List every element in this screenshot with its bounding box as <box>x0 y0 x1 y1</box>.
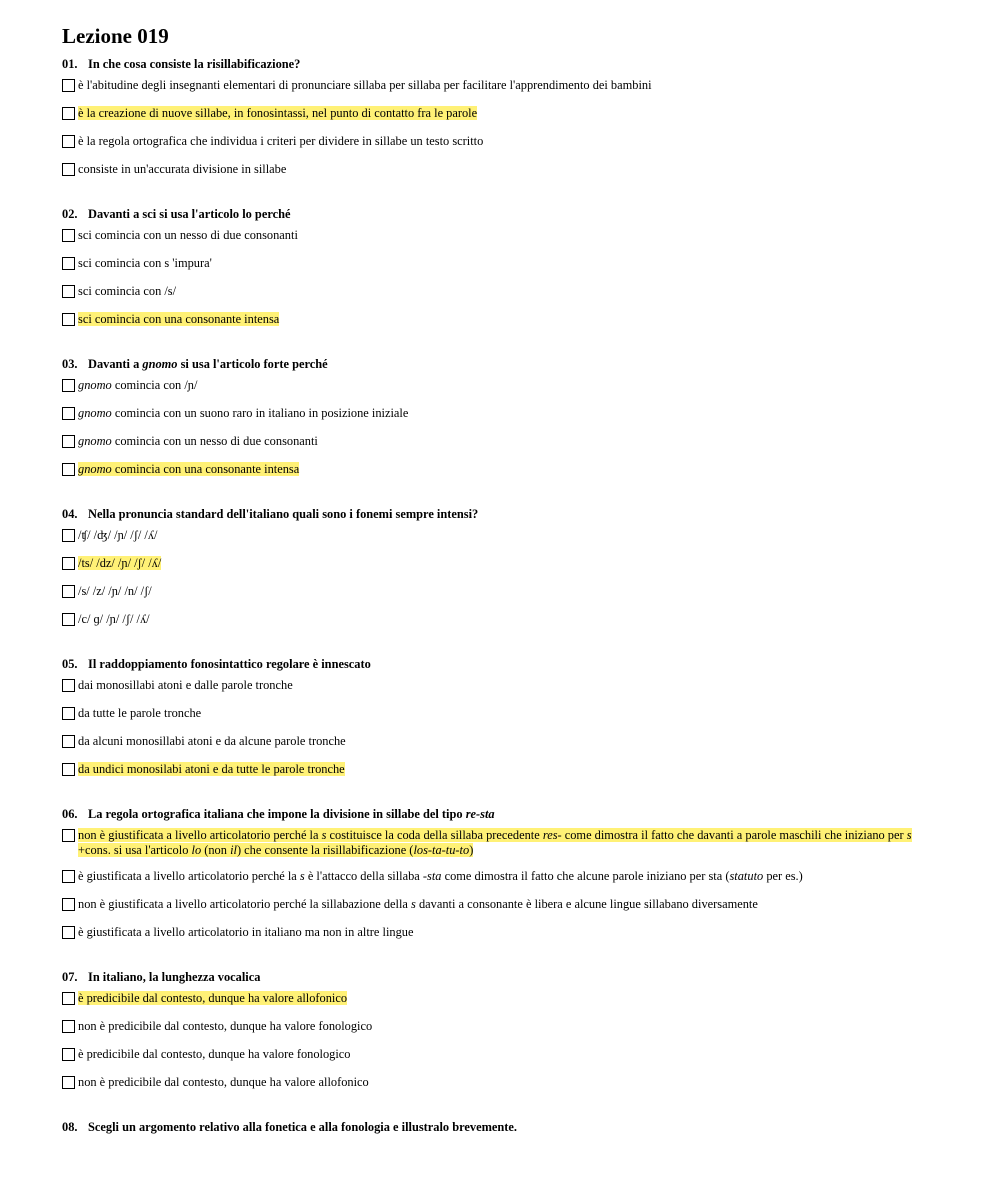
answer-option <box>62 228 932 256</box>
answer-checkbox[interactable] <box>62 407 75 420</box>
answer-checkbox[interactable] <box>62 613 75 626</box>
question-01 <box>62 57 932 190</box>
question-07 <box>62 970 932 1103</box>
answer-option <box>62 284 932 312</box>
answer-text: è giustificata a livello articolatorio perché la s è l'attacco della sillaba -sta come dimostra il fatto che alcune parole iniziano per sta (statuto per es.) <box>78 869 803 883</box>
answer-text-italic: s <box>906 828 912 842</box>
answer-checkbox[interactable] <box>62 926 75 939</box>
answer-text: sci comincia con s 'impura' <box>78 256 212 270</box>
answer-option <box>62 78 932 106</box>
answer-text: comincia con /ɲ/ <box>111 378 198 392</box>
answer-text: è predicibile dal contesto, dunque ha valore fonologico <box>78 1047 351 1061</box>
answer-text: non è predicibile dal contesto, dunque ha valore fonologico <box>78 1019 373 1033</box>
answer-text-italic: gnomo <box>78 434 112 448</box>
answer-option <box>62 584 932 612</box>
answer-option <box>62 869 932 897</box>
answer-checkbox[interactable] <box>62 135 75 148</box>
answer-option <box>62 134 932 162</box>
answer-text-italic: gnomo <box>78 378 112 392</box>
answer-text: /ʧ/ /ʤ/ /ɲ/ /ʃ/ /ʎ/ <box>78 528 158 542</box>
answer-checkbox[interactable] <box>62 529 75 542</box>
answer-checkbox[interactable] <box>62 285 75 298</box>
answer-text-italic: s <box>299 869 305 883</box>
question-text-italic: gnomo <box>142 357 178 371</box>
question-number: 04. <box>62 507 78 521</box>
question-text: Nella pronuncia standard dell'italiano quali sono i fonemi sempre intensi? <box>88 507 479 521</box>
question-text-italic: re-sta <box>465 807 495 821</box>
answer-text: /ts/ /dz/ /ɲ/ /ʃ/ /ʎ/ <box>78 556 162 570</box>
question-number: 07. <box>62 970 78 984</box>
answer-option <box>62 897 932 925</box>
question-text: si usa l'articolo forte perché <box>177 357 328 371</box>
answer-text: dai monosillabi atoni e dalle parole tronche <box>78 678 293 692</box>
answer-checkbox[interactable] <box>62 1048 75 1061</box>
answer-text: sci comincia con /s/ <box>78 284 177 298</box>
answer-option-correct <box>62 106 932 134</box>
answer-text: sci comincia con una consonante intensa <box>78 312 280 326</box>
answer-option <box>62 162 932 190</box>
answer-text: è giustificata a livello articolatorio in italiano ma non in altre lingue <box>78 925 414 939</box>
answer-option <box>62 734 932 762</box>
answer-text: comincia con un suono raro in italiano in posizione iniziale <box>111 406 409 420</box>
answer-text-italic: s <box>411 897 416 911</box>
question-heading <box>62 57 932 72</box>
answer-option <box>62 1019 932 1047</box>
answer-checkbox[interactable] <box>62 435 75 448</box>
answer-checkbox[interactable] <box>62 379 75 392</box>
answer-text: non è predicibile dal contesto, dunque ha valore allofonico <box>78 1075 369 1089</box>
question-heading <box>62 970 932 985</box>
answer-checkbox[interactable] <box>62 585 75 598</box>
answer-checkbox[interactable] <box>62 163 75 176</box>
answer-option-correct <box>62 462 932 490</box>
answer-text: sci comincia con un nesso di due consonanti <box>78 228 298 242</box>
answer-option <box>62 378 932 406</box>
question-text: Scegli un argomento relativo alla fonetica e alla fonologia e illustralo brevemente. <box>88 1120 518 1134</box>
answer-text: /s/ /z/ /ɲ/ /n/ /ʃ/ <box>78 584 152 598</box>
question-08 <box>62 1120 932 1135</box>
answer-text-italic: lo <box>191 843 202 857</box>
question-heading <box>62 657 932 672</box>
answer-option <box>62 434 932 462</box>
answer-text: è l'abitudine degli insegnanti elementari di pronunciare sillaba per sillaba per facilitare l'apprendimento dei bambini <box>78 78 652 92</box>
answer-option-correct <box>62 828 932 869</box>
question-heading <box>62 357 932 372</box>
question-heading <box>62 1120 932 1135</box>
answer-option <box>62 1047 932 1075</box>
question-number: 03. <box>62 357 78 371</box>
question-03 <box>62 357 932 490</box>
answer-option-correct <box>62 991 932 1019</box>
question-number: 05. <box>62 657 78 671</box>
question-02 <box>62 207 932 340</box>
answer-option <box>62 706 932 734</box>
question-text: In che cosa consiste la risillabificazione? <box>88 57 301 71</box>
answer-text: è predicibile dal contesto, dunque ha valore allofonico <box>78 991 348 1005</box>
question-heading <box>62 507 932 522</box>
answer-checkbox[interactable] <box>62 870 75 883</box>
answer-text: da alcuni monosillabi atoni e da alcune parole tronche <box>78 734 346 748</box>
answer-option <box>62 925 932 953</box>
question-text: Il raddoppiamento fonosintattico regolare è innescato <box>88 657 371 671</box>
question-heading <box>62 207 932 222</box>
answer-checkbox[interactable] <box>62 313 75 326</box>
answer-text-italic: s <box>321 828 327 842</box>
answer-checkbox[interactable] <box>62 557 75 570</box>
answer-checkbox[interactable] <box>62 1020 75 1033</box>
answer-option <box>62 678 932 706</box>
quiz-page <box>62 22 932 1141</box>
question-text: Davanti a <box>88 357 143 371</box>
answer-checkbox[interactable] <box>62 707 75 720</box>
answer-checkbox[interactable] <box>62 829 75 842</box>
answer-text: comincia con una consonante intensa <box>111 462 300 476</box>
answer-text: consiste in un'accurata divisione in sillabe <box>78 162 287 176</box>
answer-text: è la creazione di nuove sillabe, in fonosintassi, nel punto di contatto fra le parole <box>78 106 478 120</box>
answer-option-correct <box>62 312 932 340</box>
answer-checkbox[interactable] <box>62 898 75 911</box>
question-number: 08. <box>62 1120 78 1134</box>
answer-checkbox[interactable] <box>62 229 75 242</box>
question-number: 06. <box>62 807 78 821</box>
answer-checkbox[interactable] <box>62 79 75 92</box>
answer-option <box>62 528 932 556</box>
answer-highlight <box>78 462 299 476</box>
answer-text-italic: los-ta-tu-to <box>413 843 470 857</box>
answer-checkbox[interactable] <box>62 992 75 1005</box>
question-number: 01. <box>62 57 78 71</box>
question-heading <box>62 807 932 822</box>
answer-text-italic: gnomo <box>78 406 112 420</box>
question-text: La regola ortografica italiana che impone la divisione in sillabe del tipo <box>88 807 466 821</box>
answer-checkbox[interactable] <box>62 463 75 476</box>
answer-text-italic: res- <box>542 828 562 842</box>
answer-option <box>62 256 932 284</box>
question-04 <box>62 507 932 640</box>
question-05 <box>62 657 932 790</box>
question-text: In italiano, la lunghezza vocalica <box>88 970 261 984</box>
question-number: 02. <box>62 207 78 221</box>
answer-text-italic: sta <box>427 869 442 883</box>
page-title: Lezione 019 <box>62 24 169 48</box>
question-06 <box>62 807 932 953</box>
answer-checkbox[interactable] <box>62 679 75 692</box>
answer-checkbox[interactable] <box>62 763 75 776</box>
answer-text: è la regola ortografica che individua i criteri per dividere in sillabe un testo scritto <box>78 134 484 148</box>
answer-text: da tutte le parole tronche <box>78 706 202 720</box>
question-text: Davanti a sci si usa l'articolo lo perché <box>88 207 291 221</box>
answer-text: non è giustificata a livello articolatorio perché la s costituisce la coda della sillaba precedente res- come dimostra il fatto che davanti a parole maschili che iniziano per s +cons. si usa l'articolo lo (non il) che consente la risillabificazione (los-ta-tu-to) <box>78 828 912 857</box>
answer-option-correct <box>62 762 932 790</box>
answer-checkbox[interactable] <box>62 107 75 120</box>
answer-text: da undici monosilabi atoni e da tutte le parole tronche <box>78 762 345 776</box>
answer-checkbox[interactable] <box>62 257 75 270</box>
answer-text: non è giustificata a livello articolatorio perché la sillabazione della s davanti a consonante è libera e alcune lingue sillabano diversamente <box>78 897 758 911</box>
answer-option-correct <box>62 556 932 584</box>
answer-checkbox[interactable] <box>62 1076 75 1089</box>
answer-option <box>62 1075 932 1103</box>
answer-text-italic: statuto <box>729 869 764 883</box>
answer-option <box>62 612 932 640</box>
answer-checkbox[interactable] <box>62 735 75 748</box>
answer-text-italic: gnomo <box>78 462 112 476</box>
answer-text: comincia con un nesso di due consonanti <box>111 434 318 448</box>
answer-text: /c/ ɡ/ /ɲ/ /ʃ/ /ʎ/ <box>78 612 150 626</box>
answer-option <box>62 406 932 434</box>
answer-text-italic: il <box>230 843 237 857</box>
